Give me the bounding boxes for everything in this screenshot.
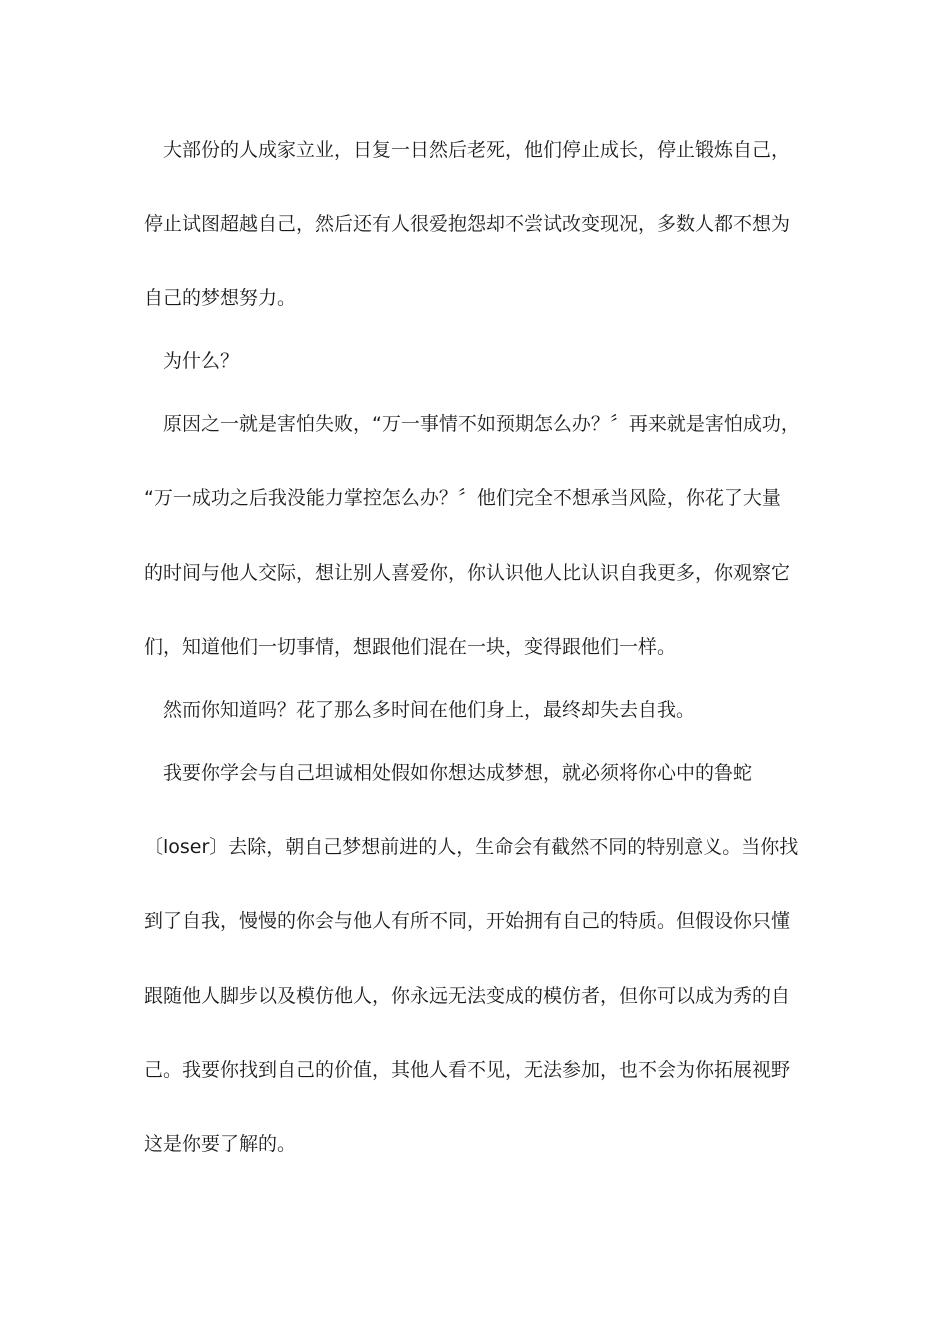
paragraph-line: 的时间与他人交际，想让别人喜爱你，你认识他人比认识自我更多，你观察它 <box>144 562 791 584</box>
paragraph-line: 然而你知道吗？花了那么多时间在他们身上，最终却失去自我。 <box>163 699 696 721</box>
paragraph-line: 这是你要了解的。 <box>144 1133 297 1155</box>
paragraph-line: 们，知道他们一切事情，想跟他们混在一块，变得跟他们一样。 <box>144 636 677 658</box>
paragraph-line: 跟随他人脚步以及模仿他人，你永远无法变成的模仿者，但你可以成为秀的自 <box>144 985 791 1007</box>
paragraph-line: 原因之一就是害怕失败，“万一事情不如预期怎么办？〞再来就是害怕成功， <box>163 413 800 435</box>
paragraph-line: 己。我要你找到自己的价值，其他人看不见，无法参加，也不会为你拓展视野 <box>144 1059 791 1081</box>
paragraph-line: “万一成功之后我没能力掌控怎么办？〞他们完全不想承当风险，你花了大量 <box>144 487 781 509</box>
paragraph-line: 自己的梦想努力。 <box>144 287 297 309</box>
paragraph-line: 〔loser〕去除，朝自己梦想前进的人，生命会有截然不同的特别意义。当你找 <box>144 836 799 858</box>
paragraph-line: 到了自我，慢慢的你会与他人有所不同，开始拥有自己的特质。但假设你只懂 <box>144 910 791 932</box>
paragraph-line: 为什么？ <box>163 350 240 372</box>
paragraph-line: 我要你学会与自己坦诚相处假如你想达成梦想，就必须将你心中的鲁蛇 <box>163 762 753 784</box>
paragraph-line: 大部份的人成家立业，日复一日然后老死，他们停止成长，停止锻炼自己， <box>163 139 791 161</box>
paragraph-line: 停止试图超越自己，然后还有人很爱抱怨却不尝试改变现况，多数人都不想为 <box>144 213 791 235</box>
